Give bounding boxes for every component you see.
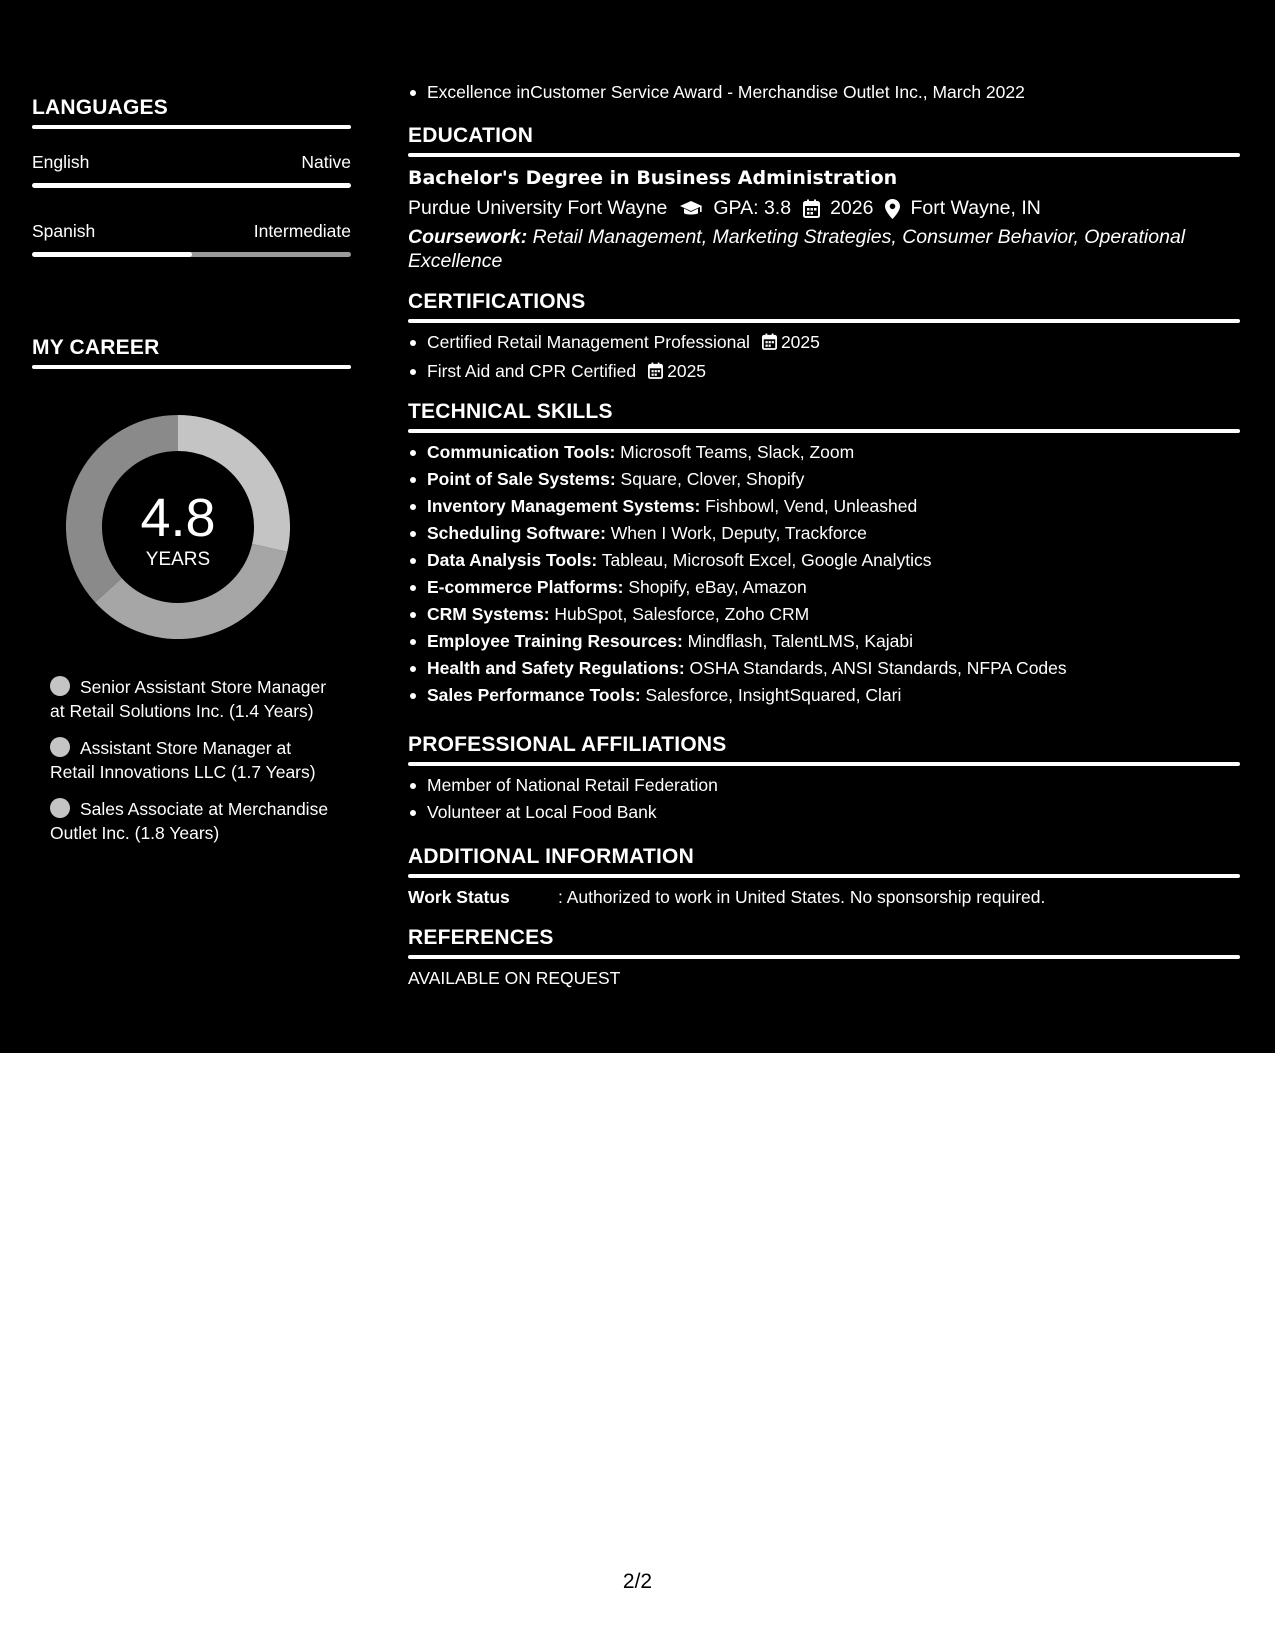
- additional-info-title: ADDITIONAL INFORMATION: [408, 845, 694, 868]
- education-gpa: GPA: 3.8: [713, 197, 792, 219]
- skill-value: When I Work, Deputy, Trackforce: [605, 523, 867, 543]
- section-divider: [32, 365, 351, 369]
- references-section: [408, 926, 1240, 989]
- skill-item: [408, 520, 1240, 547]
- certification-item: [408, 358, 1240, 387]
- skill-value: Square, Clover, Shopify: [615, 469, 805, 489]
- certification-year: 2025: [667, 361, 707, 381]
- skill-item: [408, 628, 1240, 655]
- skill-label: Inventory Management Systems:: [427, 496, 701, 516]
- affiliations-title: PROFESSIONAL AFFILIATIONS: [408, 733, 727, 756]
- affiliation-item: Volunteer at Local Food Bank: [408, 799, 1240, 826]
- skill-item: [408, 493, 1240, 520]
- section-divider: [408, 429, 1240, 433]
- skill-label: Employee Training Resources:: [427, 631, 683, 651]
- career-legend-label: Sales Associate at Merchandise Outlet Inc. (1.8 Years): [50, 799, 329, 843]
- skill-item: [408, 682, 1240, 709]
- skill-value: Shopify, eBay, Amazon: [623, 577, 807, 597]
- work-status-row: [408, 887, 1240, 908]
- language-level: Intermediate: [253, 221, 351, 241]
- education-year: 2026: [830, 197, 874, 219]
- references-title: REFERENCES: [408, 926, 554, 949]
- affiliations-section: [408, 733, 1240, 826]
- skill-label: Health and Safety Regulations:: [427, 658, 685, 678]
- career-legend-item: [50, 675, 340, 723]
- skill-item: [408, 574, 1240, 601]
- references-text: AVAILABLE ON REQUEST: [408, 968, 621, 988]
- language-proficiency-bar: [32, 252, 351, 257]
- career-section: [32, 336, 351, 369]
- skill-value: Fishbowl, Vend, Unleashed: [700, 496, 918, 516]
- career-legend-label: Assistant Store Manager at Retail Innovations LLC (1.7 Years): [50, 738, 316, 782]
- skill-value: OSHA Standards, ANSI Standards, NFPA Codes: [684, 658, 1067, 678]
- language-proficiency-fill: [32, 183, 351, 188]
- skill-value: Mindflash, TalentLMS, Kajabi: [682, 631, 913, 651]
- additional-info-section: [408, 845, 1240, 908]
- certification-year: 2025: [780, 332, 820, 352]
- skill-label: Point of Sale Systems:: [427, 469, 616, 489]
- skill-item: [408, 655, 1240, 682]
- language-name: Spanish: [32, 221, 96, 241]
- career-title: MY CAREER: [32, 336, 160, 359]
- skills-section: [408, 400, 1240, 709]
- coursework-label: Coursework:: [408, 226, 528, 248]
- section-divider: [408, 319, 1240, 323]
- skill-value: HubSpot, Salesforce, Zoho CRM: [549, 604, 810, 624]
- affiliation-item: Member of National Retail Federation: [408, 772, 1240, 799]
- languages-title: LANGUAGES: [32, 96, 168, 119]
- education-section: [408, 124, 1240, 273]
- work-status-label: Work Status: [408, 887, 510, 907]
- section-divider: [408, 153, 1240, 157]
- career-legend-item: [50, 736, 340, 784]
- coursework-text: Retail Management, Marketing Strategies, Consumer Behavior, Operational Excellence: [408, 226, 1186, 272]
- skill-value: Salesforce, InsightSquared, Clari: [640, 685, 902, 705]
- career-legend: [50, 675, 340, 858]
- certifications-title: CERTIFICATIONS: [408, 290, 586, 313]
- legend-dot-icon: [50, 737, 70, 757]
- languages-section: [32, 96, 351, 129]
- page-number: 2/2: [622, 1570, 653, 1593]
- education-coursework: [408, 225, 1240, 273]
- certification-name: Certified Retail Management Professional: [427, 332, 750, 352]
- skill-item: [408, 466, 1240, 493]
- skill-item: [408, 601, 1240, 628]
- calendar-icon: [803, 199, 820, 218]
- education-degree: Bachelor's Degree in Business Administration: [408, 167, 898, 189]
- career-total-years: 4.8: [140, 488, 216, 548]
- section-divider: [408, 762, 1240, 766]
- education-school: Purdue University Fort Wayne: [408, 197, 668, 219]
- education-location: Fort Wayne, IN: [910, 197, 1041, 219]
- legend-dot-icon: [50, 798, 70, 818]
- work-status-value: : Authorized to work in United States. No sponsorship required.: [558, 887, 1046, 907]
- legend-dot-icon: [50, 676, 70, 696]
- section-divider: [408, 874, 1240, 878]
- skill-label: Data Analysis Tools:: [427, 550, 598, 570]
- awards-section: [408, 79, 1240, 106]
- language-level: Native: [301, 152, 351, 172]
- graduation-cap-icon: [679, 200, 703, 218]
- language-name: English: [32, 152, 90, 172]
- skills-title: TECHNICAL SKILLS: [408, 400, 613, 423]
- skill-label: Sales Performance Tools:: [427, 685, 641, 705]
- skill-label: Communication Tools:: [427, 442, 616, 462]
- skill-value: Tableau, Microsoft Excel, Google Analytics: [597, 550, 932, 570]
- skill-item: [408, 547, 1240, 574]
- certification-name: First Aid and CPR Certified: [427, 361, 637, 381]
- section-divider: [32, 125, 351, 129]
- language-proficiency-bar: [32, 183, 351, 188]
- skill-label: CRM Systems:: [427, 604, 550, 624]
- calendar-icon: [762, 331, 777, 358]
- calendar-icon: [648, 360, 663, 387]
- award-item: Excellence inCustomer Service Award - Merchandise Outlet Inc., March 2022: [408, 79, 1240, 106]
- language-row-english: [32, 152, 351, 194]
- career-legend-item: [50, 797, 340, 845]
- education-details: [408, 197, 1240, 220]
- language-row-spanish: [32, 221, 351, 263]
- career-legend-label: Senior Assistant Store Manager at Retail Solutions Inc. (1.4 Years): [50, 677, 327, 721]
- skill-label: Scheduling Software:: [427, 523, 606, 543]
- language-proficiency-fill: [32, 252, 192, 257]
- skill-value: Microsoft Teams, Slack, Zoom: [615, 442, 855, 462]
- certifications-section: [408, 290, 1240, 387]
- education-title: EDUCATION: [408, 124, 534, 147]
- certification-item: [408, 329, 1240, 358]
- skill-item: [408, 439, 1240, 466]
- location-pin-icon: [885, 199, 900, 219]
- section-divider: [408, 955, 1240, 959]
- career-total-unit: YEARS: [145, 549, 211, 570]
- skill-label: E-commerce Platforms:: [427, 577, 624, 597]
